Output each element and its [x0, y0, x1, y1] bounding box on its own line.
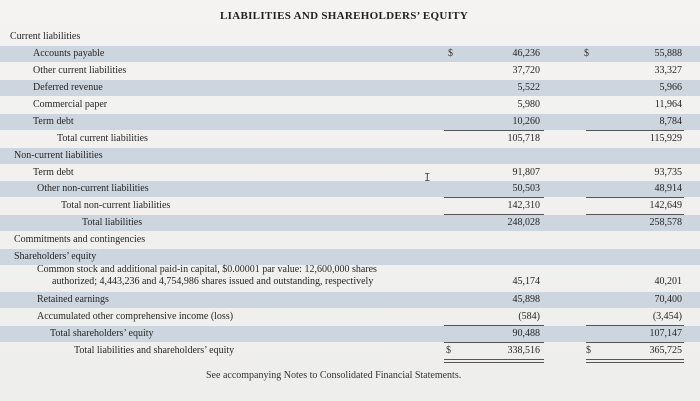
value-prior-year: 70,400	[654, 294, 682, 305]
value-current-year: 46,236	[512, 48, 540, 59]
value-prior-year: 107,147	[649, 328, 682, 339]
table-row-total-liabilities	[0, 215, 700, 231]
value-current-year: 50,503	[512, 183, 540, 194]
value-current-year: 45,898	[512, 294, 540, 305]
value-current-year: 10,260	[512, 116, 540, 127]
value-current-year: 90,488	[512, 328, 540, 339]
value-current-year: 91,807	[512, 167, 540, 178]
total-double-rule	[444, 359, 544, 363]
section-shareholders-equity	[0, 249, 700, 265]
table-row-total-liab-equity	[0, 343, 700, 359]
value-current-year: 5,980	[517, 99, 540, 110]
row-label: Other non-current liabilities	[37, 183, 149, 194]
table-row-other-current	[0, 63, 700, 79]
row-label: Deferred revenue	[33, 82, 103, 93]
row-label: Total current liabilities	[57, 133, 148, 144]
row-label: Accounts payable	[33, 48, 105, 59]
value-prior-year: 142,649	[649, 200, 682, 211]
value-prior-year: 11,964	[654, 99, 682, 110]
value-current-year: 45,174	[512, 276, 540, 287]
table-row-commercial-paper	[0, 97, 700, 113]
currency-symbol: $	[586, 345, 591, 356]
row-label: Total liabilities and shareholders’ equity	[74, 345, 235, 356]
value-current-year: (584)	[518, 311, 540, 322]
value-prior-year: 115,929	[649, 133, 682, 144]
section-non-current-liabilities	[0, 148, 700, 164]
value-prior-year: 40,201	[654, 276, 682, 287]
table-row-accounts-payable	[0, 46, 700, 62]
value-prior-year: 8,784	[659, 116, 682, 127]
row-label-common-stock-line2: authorized; 4,443,236 and 4,754,986 shares issued and outstanding, respectively	[52, 276, 374, 287]
value-prior-year: 33,327	[654, 65, 682, 76]
table-row-retained-earnings	[0, 292, 700, 308]
value-current-year: 338,516	[507, 345, 540, 356]
table-row-total-current	[0, 131, 700, 147]
table-row-deferred-revenue	[0, 80, 700, 96]
row-label: Total liabilities	[82, 217, 143, 228]
text-cursor-icon: I	[424, 171, 431, 184]
currency-symbol: $	[584, 48, 589, 59]
row-label: Accumulated other comprehensive income (loss)	[37, 311, 234, 322]
table-row-commitments	[0, 232, 700, 248]
row-label: Retained earnings	[37, 294, 109, 305]
row-label: Term debt	[33, 116, 74, 127]
footnote: See accompanying Notes to Consolidated Financial Statements.	[206, 370, 462, 381]
currency-symbol: $	[448, 48, 453, 59]
currency-symbol: $	[446, 345, 451, 356]
page-title: LIABILITIES AND SHAREHOLDERS’ EQUITY	[220, 10, 469, 22]
value-current-year: 5,522	[517, 82, 540, 93]
table-row-aoci	[0, 309, 700, 325]
value-prior-year: 48,914	[654, 183, 682, 194]
table-row-term-debt-current	[0, 114, 700, 130]
row-label-common-stock-line1: Common stock and additional paid-in capital, $0.00001 par value: 12,600,000 shares	[37, 264, 377, 275]
value-prior-year: (3,454)	[652, 311, 682, 322]
table-row-common-stock	[0, 275, 700, 289]
section-current-liabilities	[0, 29, 700, 45]
table-row-term-debt-noncurrent	[0, 165, 700, 181]
section-label: Current liabilities	[10, 31, 81, 42]
value-prior-year: 365,725	[649, 345, 682, 356]
row-label: Other current liabilities	[33, 65, 127, 76]
table-row-total-noncurrent	[0, 198, 700, 214]
value-current-year: 248,028	[507, 217, 540, 228]
row-label: Total shareholders’ equity	[50, 328, 154, 339]
row-label: Term debt	[33, 167, 74, 178]
value-prior-year: 93,735	[654, 167, 682, 178]
table-row-total-equity	[0, 326, 700, 342]
row-label: Commercial paper	[33, 99, 108, 110]
total-double-rule	[586, 359, 684, 363]
section-label: Shareholders’ equity	[14, 251, 97, 262]
value-prior-year: 55,888	[654, 48, 682, 59]
value-current-year: 105,718	[507, 133, 540, 144]
row-label: Total non-current liabilities	[61, 200, 171, 211]
table-row-other-noncurrent	[0, 181, 700, 197]
value-current-year: 142,310	[507, 200, 540, 211]
value-prior-year: 5,966	[659, 82, 682, 93]
row-label: Commitments and contingencies	[14, 234, 146, 245]
section-label: Non-current liabilities	[14, 150, 103, 161]
value-current-year: 37,720	[512, 65, 540, 76]
value-prior-year: 258,578	[649, 217, 682, 228]
